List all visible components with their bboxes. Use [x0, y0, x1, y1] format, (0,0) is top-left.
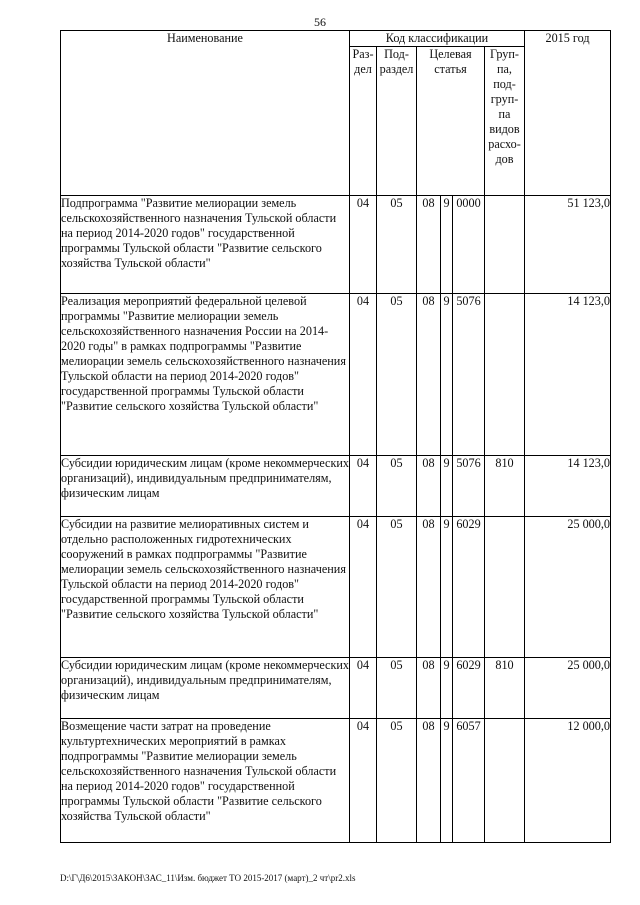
- row-target-program: 08: [417, 658, 441, 719]
- row-name: Субсидии на развитие мелиоративных систем и отдельно расположенных гидротехнических сооружений в рамках подпрограммы "Развитие мелиорации земель сельскохозяйственного назначения Тульской области на период 2014-2020 годов" государственной программы Тульской области "Развитие сельского хозяйства Тульской области": [61, 517, 350, 658]
- row-amount: 51 123,0: [525, 196, 611, 294]
- row-expense-group: 810: [485, 456, 525, 517]
- row-podrazdel: 05: [377, 658, 417, 719]
- row-name: Субсидии юридическим лицам (кроме некоммерческих организаций), индивидуальным предпринимателям, физическим лицам: [61, 658, 350, 719]
- row-expense-group: 810: [485, 658, 525, 719]
- row-target-subprogram: 9: [441, 517, 453, 658]
- row-razdel: 04: [350, 719, 377, 843]
- budget-table: [60, 30, 611, 843]
- header-expense-group: Груп- па, под- груп- па видов расхо- дов: [485, 47, 525, 196]
- row-target-subprogram: 9: [441, 294, 453, 456]
- page-number: 56: [314, 15, 326, 29]
- row-target-program: 08: [417, 294, 441, 456]
- row-amount: 25 000,0: [525, 658, 611, 719]
- table-row: [61, 658, 611, 719]
- table-row: [61, 719, 611, 843]
- row-expense-group: [485, 517, 525, 658]
- row-amount: 14 123,0: [525, 456, 611, 517]
- row-target-subprogram: 9: [441, 658, 453, 719]
- row-target-subprogram: 9: [441, 456, 453, 517]
- row-target-program: 08: [417, 196, 441, 294]
- row-razdel: 04: [350, 456, 377, 517]
- row-expense-group: [485, 294, 525, 456]
- header-podrazdel: Под- раздел: [377, 47, 417, 196]
- row-razdel: 04: [350, 658, 377, 719]
- table-row: [61, 196, 611, 294]
- row-target-subprogram: 9: [441, 196, 453, 294]
- row-target-direction: 6029: [453, 658, 485, 719]
- row-name: Реализация мероприятий федеральной целевой программы "Развитие мелиорации земель сельскохозяйственного назначения России на 2014-2020 годы" в рамках подпрограммы "Развитие мелиорации земель сельскохозяйственного назначения Тульской области на период 2014-2020 годов" государственной программы Тульской области "Развитие сельского хозяйства Тульской области": [61, 294, 350, 456]
- row-razdel: 04: [350, 294, 377, 456]
- header-code-classification: Код классификации: [350, 31, 525, 47]
- row-target-program: 08: [417, 719, 441, 843]
- file-path-footer: D:\Г\Д6\2015\ЗАКОН\ЗАС_11\Изм. бюджет ТО 2015-2017 (март)_2 чт\pr2.xls: [60, 873, 356, 883]
- table-row: [61, 456, 611, 517]
- row-amount: 12 000,0: [525, 719, 611, 843]
- row-target-direction: 6029: [453, 517, 485, 658]
- row-target-subprogram: 9: [441, 719, 453, 843]
- header-name: Наименование: [61, 31, 350, 196]
- header-razdel: Раз- дел: [350, 47, 377, 196]
- row-razdel: 04: [350, 196, 377, 294]
- row-podrazdel: 05: [377, 294, 417, 456]
- row-name: Субсидии юридическим лицам (кроме некоммерческих организаций), индивидуальным предпринимателям, физическим лицам: [61, 456, 350, 517]
- row-target-direction: 0000: [453, 196, 485, 294]
- header-year-2015: 2015 год: [525, 31, 611, 196]
- row-target-direction: 6057: [453, 719, 485, 843]
- row-podrazdel: 05: [377, 517, 417, 658]
- row-name: Возмещение части затрат на проведение культуртехнических мероприятий в рамках подпрограммы "Развитие мелиорации земель сельскохозяйственного назначения Тульской области на период 2014-2020 годов" государственной программы Тульской области "Развитие сельского хозяйства Тульской области": [61, 719, 350, 843]
- row-podrazdel: 05: [377, 196, 417, 294]
- header-target-article: Целевая статья: [417, 47, 485, 196]
- row-expense-group: [485, 719, 525, 843]
- table-row: [61, 294, 611, 456]
- row-razdel: 04: [350, 517, 377, 658]
- row-name: Подпрограмма "Развитие мелиорации земель сельскохозяйственного назначения Тульской области на период 2014-2020 годов" государственной программы Тульской области "Развитие сельского хозяйства Тульской области": [61, 196, 350, 294]
- row-podrazdel: 05: [377, 456, 417, 517]
- row-target-program: 08: [417, 517, 441, 658]
- row-target-direction: 5076: [453, 294, 485, 456]
- header-row-top: [61, 31, 611, 47]
- row-amount: 25 000,0: [525, 517, 611, 658]
- row-podrazdel: 05: [377, 719, 417, 843]
- row-expense-group: [485, 196, 525, 294]
- row-amount: 14 123,0: [525, 294, 611, 456]
- row-target-direction: 5076: [453, 456, 485, 517]
- table-row: [61, 517, 611, 658]
- row-target-program: 08: [417, 456, 441, 517]
